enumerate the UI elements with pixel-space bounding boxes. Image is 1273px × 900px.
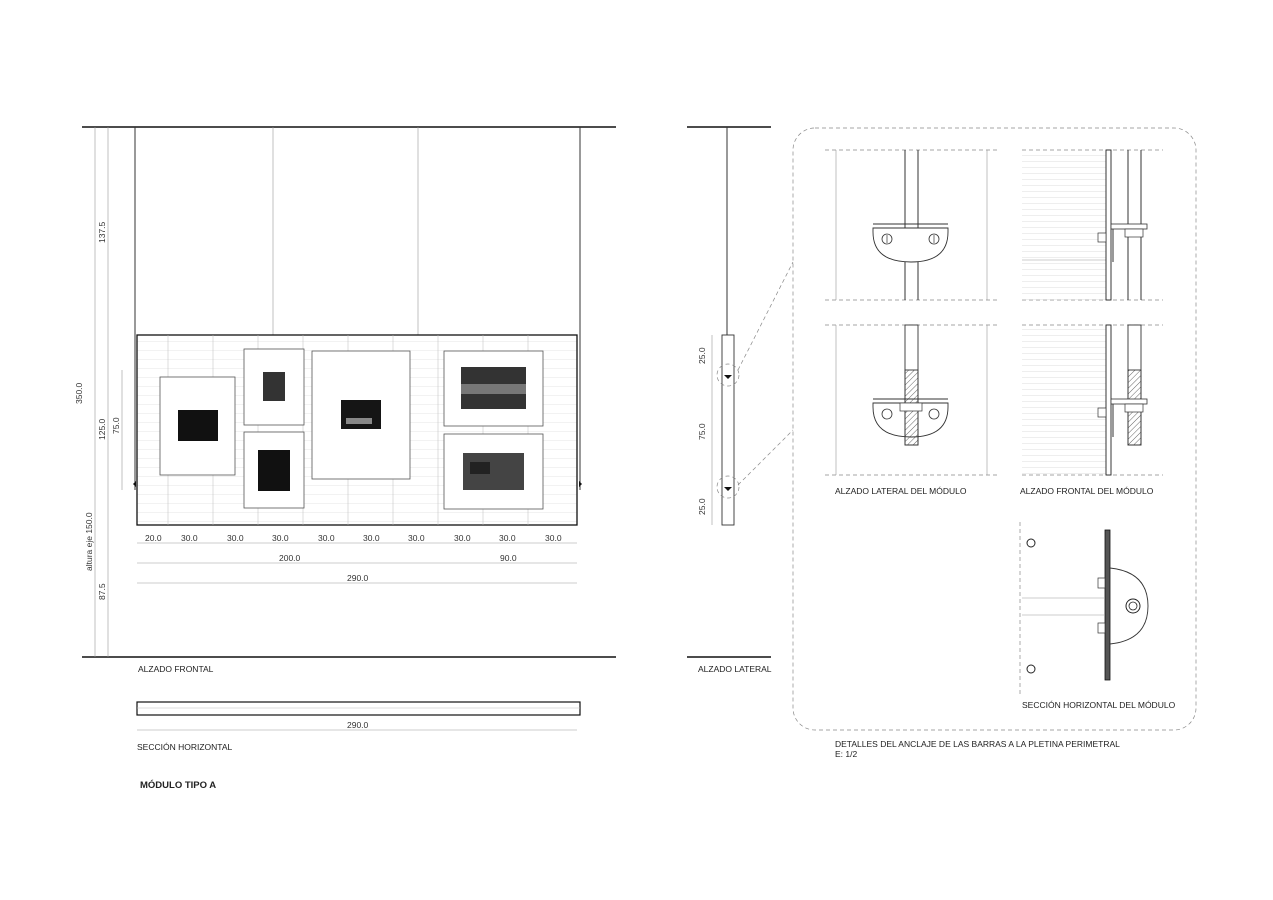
dim-label: 30.0 (408, 533, 425, 543)
framed-photo (160, 377, 235, 475)
detail-horizontal-section (1020, 522, 1148, 695)
framed-photo (244, 432, 304, 508)
dim-label: 125.0 (97, 418, 107, 440)
dim-label: 75.0 (697, 423, 707, 440)
dim-label: 290.0 (347, 720, 369, 730)
framed-photo (312, 351, 410, 479)
detail-label: ALZADO LATERAL DEL MÓDULO (835, 486, 967, 496)
dim-label: 25.0 (697, 347, 707, 364)
detail-label: ALZADO FRONTAL DEL MÓDULO (1020, 486, 1154, 496)
dim-label: altura eje 150.0 (84, 512, 94, 571)
dim-label: 25.0 (697, 498, 707, 515)
dim-label: 20.0 (145, 533, 162, 543)
detail-label: SECCIÓN HORIZONTAL DEL MÓDULO (1022, 700, 1176, 710)
dim-label: 30.0 (318, 533, 335, 543)
detail-lateral-top (825, 150, 997, 300)
front-elevation (74, 127, 616, 674)
detail-frontal-top (1022, 150, 1163, 300)
view-label: ALZADO LATERAL (698, 664, 772, 674)
dim-label: 30.0 (454, 533, 471, 543)
dim-label: 290.0 (347, 573, 369, 583)
dim-label: 30.0 (181, 533, 198, 543)
dim-label: 137.5 (97, 221, 107, 243)
view-label: ALZADO FRONTAL (138, 664, 214, 674)
view-label: SECCIÓN HORIZONTAL (137, 742, 233, 752)
detail-scale: E: 1/2 (835, 749, 858, 759)
dim-label: 350.0 (74, 382, 84, 404)
dim-label: 30.0 (272, 533, 289, 543)
module-title: MÓDULO TIPO A (140, 780, 217, 791)
dim-label: 90.0 (500, 553, 517, 563)
dim-label: 30.0 (227, 533, 244, 543)
framed-photo (444, 434, 543, 509)
dim-label: 87.5 (97, 583, 107, 600)
framed-photo (444, 351, 543, 426)
dim-label: 30.0 (499, 533, 516, 543)
side-elevation (687, 127, 793, 674)
dim-label: 200.0 (279, 553, 301, 563)
detail-frontal-bottom (1022, 325, 1163, 475)
dim-label: 30.0 (363, 533, 380, 543)
detail-caption: DETALLES DEL ANCLAJE DE LAS BARRAS A LA PLETINA PERIMETRAL (835, 739, 1120, 749)
dim-label: 75.0 (111, 417, 121, 434)
detail-frame (793, 128, 1196, 730)
framed-photo (244, 349, 304, 425)
detail-lateral-bottom (825, 325, 997, 475)
dim-label: 30.0 (545, 533, 562, 543)
horizontal-section (137, 702, 580, 791)
